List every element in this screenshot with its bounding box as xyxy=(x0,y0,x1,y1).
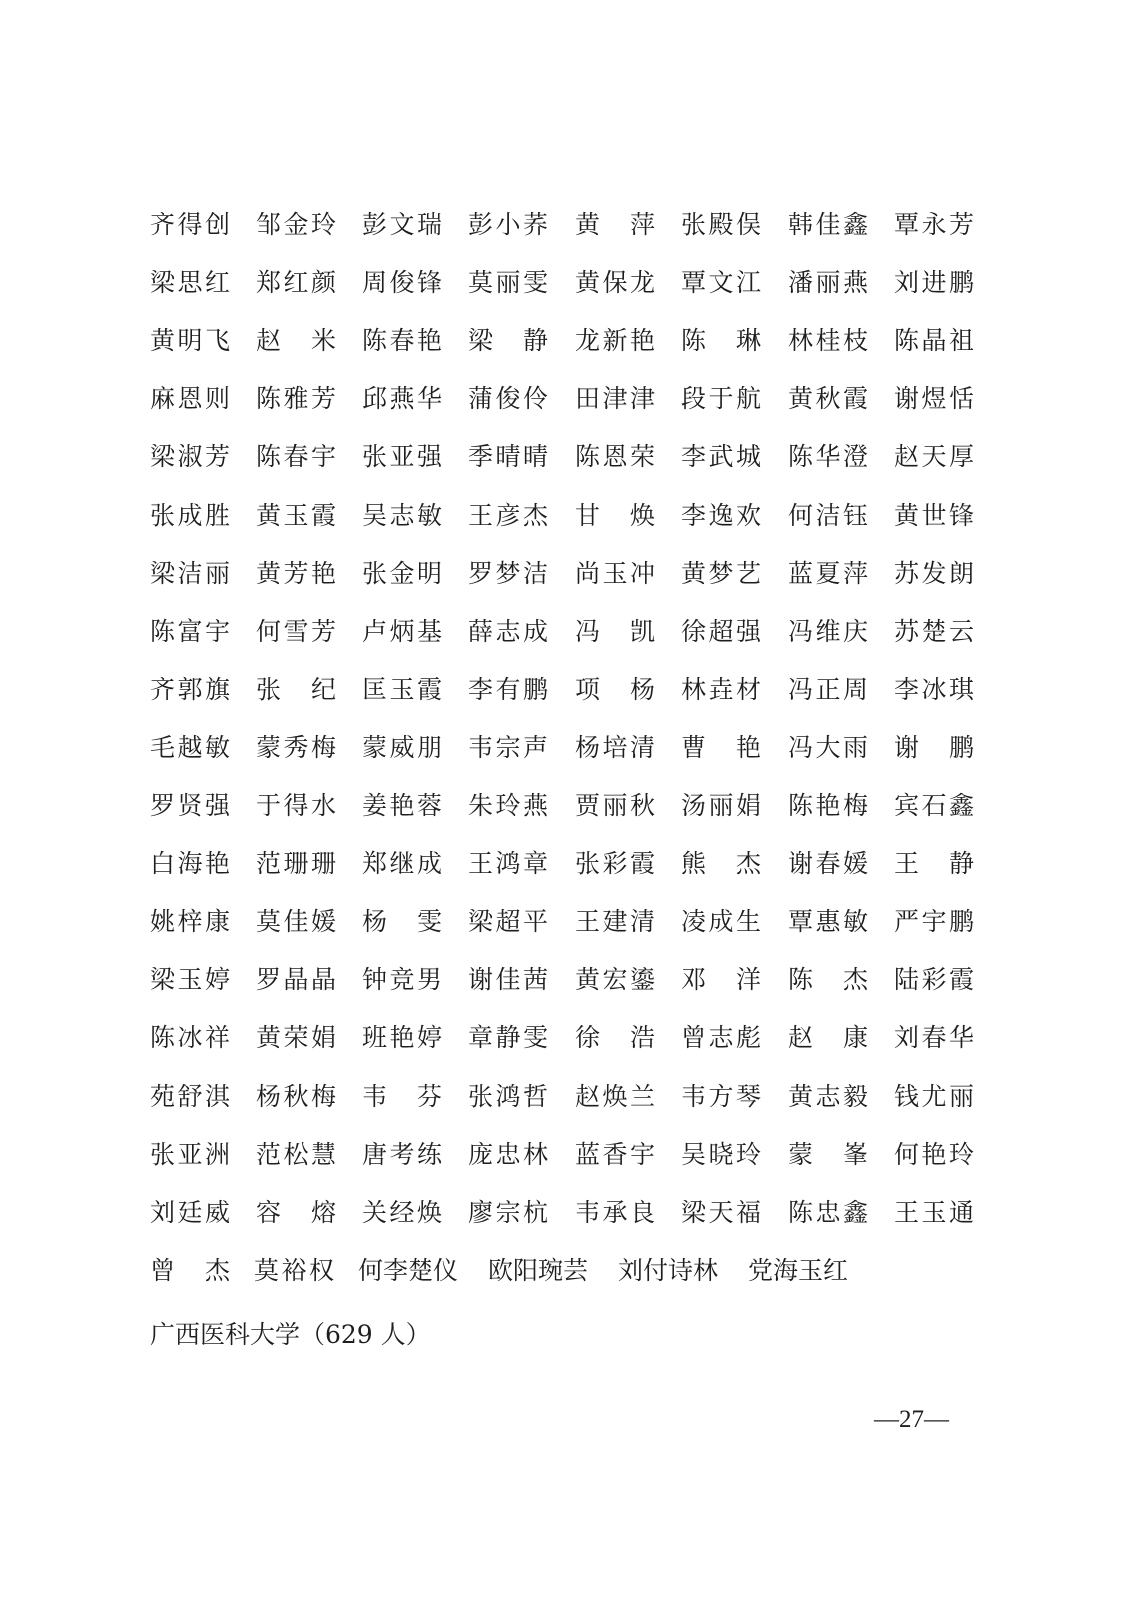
person-name: 张 纪 xyxy=(256,674,336,704)
person-name: 韦宗声 xyxy=(468,732,548,762)
person-name: 陈富宇 xyxy=(150,616,230,646)
person-name: 曾 杰 xyxy=(150,1255,230,1285)
person-name: 白海艳 xyxy=(150,849,230,879)
person-name: 覃永芳 xyxy=(894,210,974,239)
person-name: 梁洁丽 xyxy=(150,558,230,588)
person-name: 吴晓玲 xyxy=(681,1139,761,1169)
person-name: 项 杨 xyxy=(575,674,655,704)
person-name: 莫佳媛 xyxy=(256,907,336,937)
person-name: 张金明 xyxy=(362,558,442,588)
person-name: 赵天厚 xyxy=(894,442,974,472)
person-name: 刘春华 xyxy=(894,1023,974,1053)
person-name: 莫丽雯 xyxy=(468,268,548,298)
person-name: 覃文江 xyxy=(681,268,761,298)
person-name: 刘廷威 xyxy=(150,1197,230,1227)
person-name: 梁玉婷 xyxy=(150,965,230,995)
person-name: 梁 静 xyxy=(468,326,548,356)
person-name: 王 静 xyxy=(894,849,974,879)
person-name: 黄秋霞 xyxy=(788,384,868,414)
person-name: 张殿俣 xyxy=(681,210,761,239)
person-name: 范珊珊 xyxy=(256,849,336,879)
person-name: 黄玉霞 xyxy=(256,500,336,530)
person-name: 陈春艳 xyxy=(362,326,442,356)
person-name: 麻恩则 xyxy=(150,384,230,414)
person-name: 谢春媛 xyxy=(788,849,868,879)
person-name: 邓 洋 xyxy=(681,965,761,995)
person-name: 黄志毅 xyxy=(788,1081,868,1111)
person-name: 张鸿哲 xyxy=(468,1081,548,1111)
person-name: 林桂枝 xyxy=(788,326,868,356)
person-name: 陈 琳 xyxy=(681,326,761,356)
person-name: 陈雅芳 xyxy=(256,384,336,414)
person-name: 王彦杰 xyxy=(468,500,548,530)
person-name: 黄明飞 xyxy=(150,326,230,356)
person-name: 覃惠敏 xyxy=(788,907,868,937)
person-name: 于得水 xyxy=(256,791,336,820)
person-name: 陈春宇 xyxy=(256,442,336,472)
person-name: 谢佳茜 xyxy=(468,965,548,995)
person-name: 李武城 xyxy=(681,442,761,472)
person-name: 杨秋梅 xyxy=(256,1081,336,1111)
person-name: 苏发朗 xyxy=(894,558,974,588)
person-name: 陈恩荣 xyxy=(575,442,655,472)
person-name: 甘 焕 xyxy=(575,500,655,530)
person-name: 何艳玲 xyxy=(894,1139,974,1169)
person-name: 张彩霞 xyxy=(575,849,655,879)
person-name: 李冰琪 xyxy=(894,674,974,704)
person-name: 贾丽秋 xyxy=(575,791,655,820)
person-name: 梁淑芳 xyxy=(150,442,230,472)
person-name: 赵 康 xyxy=(788,1023,868,1053)
person-name: 蓝夏萍 xyxy=(788,558,868,588)
person-name: 陈 杰 xyxy=(788,965,868,995)
person-name: 张亚强 xyxy=(362,442,442,472)
person-name: 彭文瑞 xyxy=(362,210,442,239)
person-name: 庞忠林 xyxy=(468,1139,548,1169)
person-name: 黄 萍 xyxy=(575,210,655,239)
person-name: 蒙威朋 xyxy=(362,732,442,762)
person-name: 莫裕权 xyxy=(254,1255,334,1285)
person-name: 谢 鹏 xyxy=(894,732,974,762)
person-name: 廖宗杭 xyxy=(468,1197,548,1227)
person-name: 姜艳蓉 xyxy=(362,791,442,820)
person-name: 李有鹏 xyxy=(468,674,548,704)
person-name: 蒲俊伶 xyxy=(468,384,548,414)
person-name: 何李楚仪 xyxy=(358,1255,459,1285)
person-name: 韦 芬 xyxy=(362,1081,442,1111)
person-name: 刘进鹏 xyxy=(894,268,974,298)
person-name: 朱玲燕 xyxy=(468,791,548,820)
person-name: 赵焕兰 xyxy=(575,1081,655,1111)
person-name: 范松慧 xyxy=(256,1139,336,1169)
person-name: 何洁钰 xyxy=(788,500,868,530)
person-name: 周俊锋 xyxy=(362,268,442,298)
person-name: 王玉通 xyxy=(894,1197,974,1227)
person-name: 汤丽娟 xyxy=(681,791,761,820)
person-name: 梁天福 xyxy=(681,1197,761,1227)
person-name: 关经焕 xyxy=(362,1197,442,1227)
person-name: 黄芳艳 xyxy=(256,558,336,588)
person-name: 彭小荞 xyxy=(468,210,548,239)
person-name: 苑舒淇 xyxy=(150,1081,230,1111)
person-name: 郑红颜 xyxy=(256,268,336,298)
person-name: 黄梦艺 xyxy=(681,558,761,588)
person-name: 党海玉红 xyxy=(748,1255,849,1285)
person-name: 徐 浩 xyxy=(575,1023,655,1053)
person-name: 凌成生 xyxy=(681,907,761,937)
person-name: 章静雯 xyxy=(468,1023,548,1053)
person-name: 陈忠鑫 xyxy=(788,1197,868,1227)
person-name: 张成胜 xyxy=(150,500,230,530)
person-name: 陈冰祥 xyxy=(150,1023,230,1053)
person-name: 梁超平 xyxy=(468,907,548,937)
person-name: 齐得创 xyxy=(150,210,230,239)
person-name: 欧阳琬芸 xyxy=(488,1255,589,1285)
person-name: 班艳婷 xyxy=(362,1023,442,1053)
person-name: 韦承良 xyxy=(575,1197,655,1227)
person-name: 蒙 峯 xyxy=(788,1139,868,1169)
person-name: 蓝香宇 xyxy=(575,1139,655,1169)
person-name: 曾志彪 xyxy=(681,1023,761,1053)
person-name: 韩佳鑫 xyxy=(788,210,868,239)
person-name: 陆彩霞 xyxy=(894,965,974,995)
section-title: 广西医科大学（629 人） xyxy=(150,1320,431,1349)
person-name: 宾石鑫 xyxy=(894,791,974,820)
person-name: 田津津 xyxy=(575,384,655,414)
person-name: 赵 米 xyxy=(256,326,336,356)
person-name: 黄世锋 xyxy=(894,500,974,530)
person-name: 钟竞男 xyxy=(362,965,442,995)
person-name: 陈艳梅 xyxy=(788,791,868,820)
person-name: 陈晶祖 xyxy=(894,326,974,356)
person-name: 王建清 xyxy=(575,907,655,937)
person-name: 吴志敏 xyxy=(362,500,442,530)
person-name: 容 熔 xyxy=(256,1197,336,1227)
person-name: 姚梓康 xyxy=(150,907,230,937)
person-name: 匡玉霞 xyxy=(362,674,442,704)
person-name: 邱燕华 xyxy=(362,384,442,414)
person-name: 梁思红 xyxy=(150,268,230,298)
person-name: 冯大雨 xyxy=(788,732,868,762)
person-name: 冯 凯 xyxy=(575,616,655,646)
person-name: 段于航 xyxy=(681,384,761,414)
person-name: 郑继成 xyxy=(362,849,442,879)
person-name: 曹 艳 xyxy=(681,732,761,762)
person-name: 冯维庆 xyxy=(788,616,868,646)
person-name: 林垚材 xyxy=(681,674,761,704)
person-name: 张亚洲 xyxy=(150,1139,230,1169)
person-name: 杨 雯 xyxy=(362,907,442,937)
person-name: 罗梦洁 xyxy=(468,558,548,588)
person-name: 熊 杰 xyxy=(681,849,761,879)
person-name: 王鸿章 xyxy=(468,849,548,879)
person-name: 齐郭旗 xyxy=(150,674,230,704)
person-name: 黄宏鎏 xyxy=(575,965,655,995)
person-name: 严宇鹏 xyxy=(894,907,974,937)
person-name: 毛越敏 xyxy=(150,732,230,762)
person-name: 苏楚云 xyxy=(894,616,974,646)
page-number: —27— xyxy=(874,1406,949,1433)
person-name: 龙新艳 xyxy=(575,326,655,356)
person-name: 季晴晴 xyxy=(468,442,548,472)
person-name: 薛志成 xyxy=(468,616,548,646)
person-name: 罗晶晶 xyxy=(256,965,336,995)
person-name: 韦方琴 xyxy=(681,1081,761,1111)
person-name: 刘付诗林 xyxy=(618,1255,719,1285)
person-name: 谢煜恬 xyxy=(894,384,974,414)
person-name: 徐超强 xyxy=(681,616,761,646)
person-name: 尚玉冲 xyxy=(575,558,655,588)
person-name: 潘丽燕 xyxy=(788,268,868,298)
person-name: 黄保龙 xyxy=(575,268,655,298)
person-name: 罗贤强 xyxy=(150,791,230,820)
person-name: 冯正周 xyxy=(788,674,868,704)
person-name: 黄荣娟 xyxy=(256,1023,336,1053)
person-name: 陈华澄 xyxy=(788,442,868,472)
person-name: 卢炳基 xyxy=(362,616,442,646)
person-name: 钱尤丽 xyxy=(894,1081,974,1111)
person-name: 杨培清 xyxy=(575,732,655,762)
person-name: 蒙秀梅 xyxy=(256,732,336,762)
person-name: 李逸欢 xyxy=(681,500,761,530)
person-name: 邹金玲 xyxy=(256,210,336,239)
person-name: 何雪芳 xyxy=(256,616,336,646)
person-name: 唐考练 xyxy=(362,1139,442,1169)
